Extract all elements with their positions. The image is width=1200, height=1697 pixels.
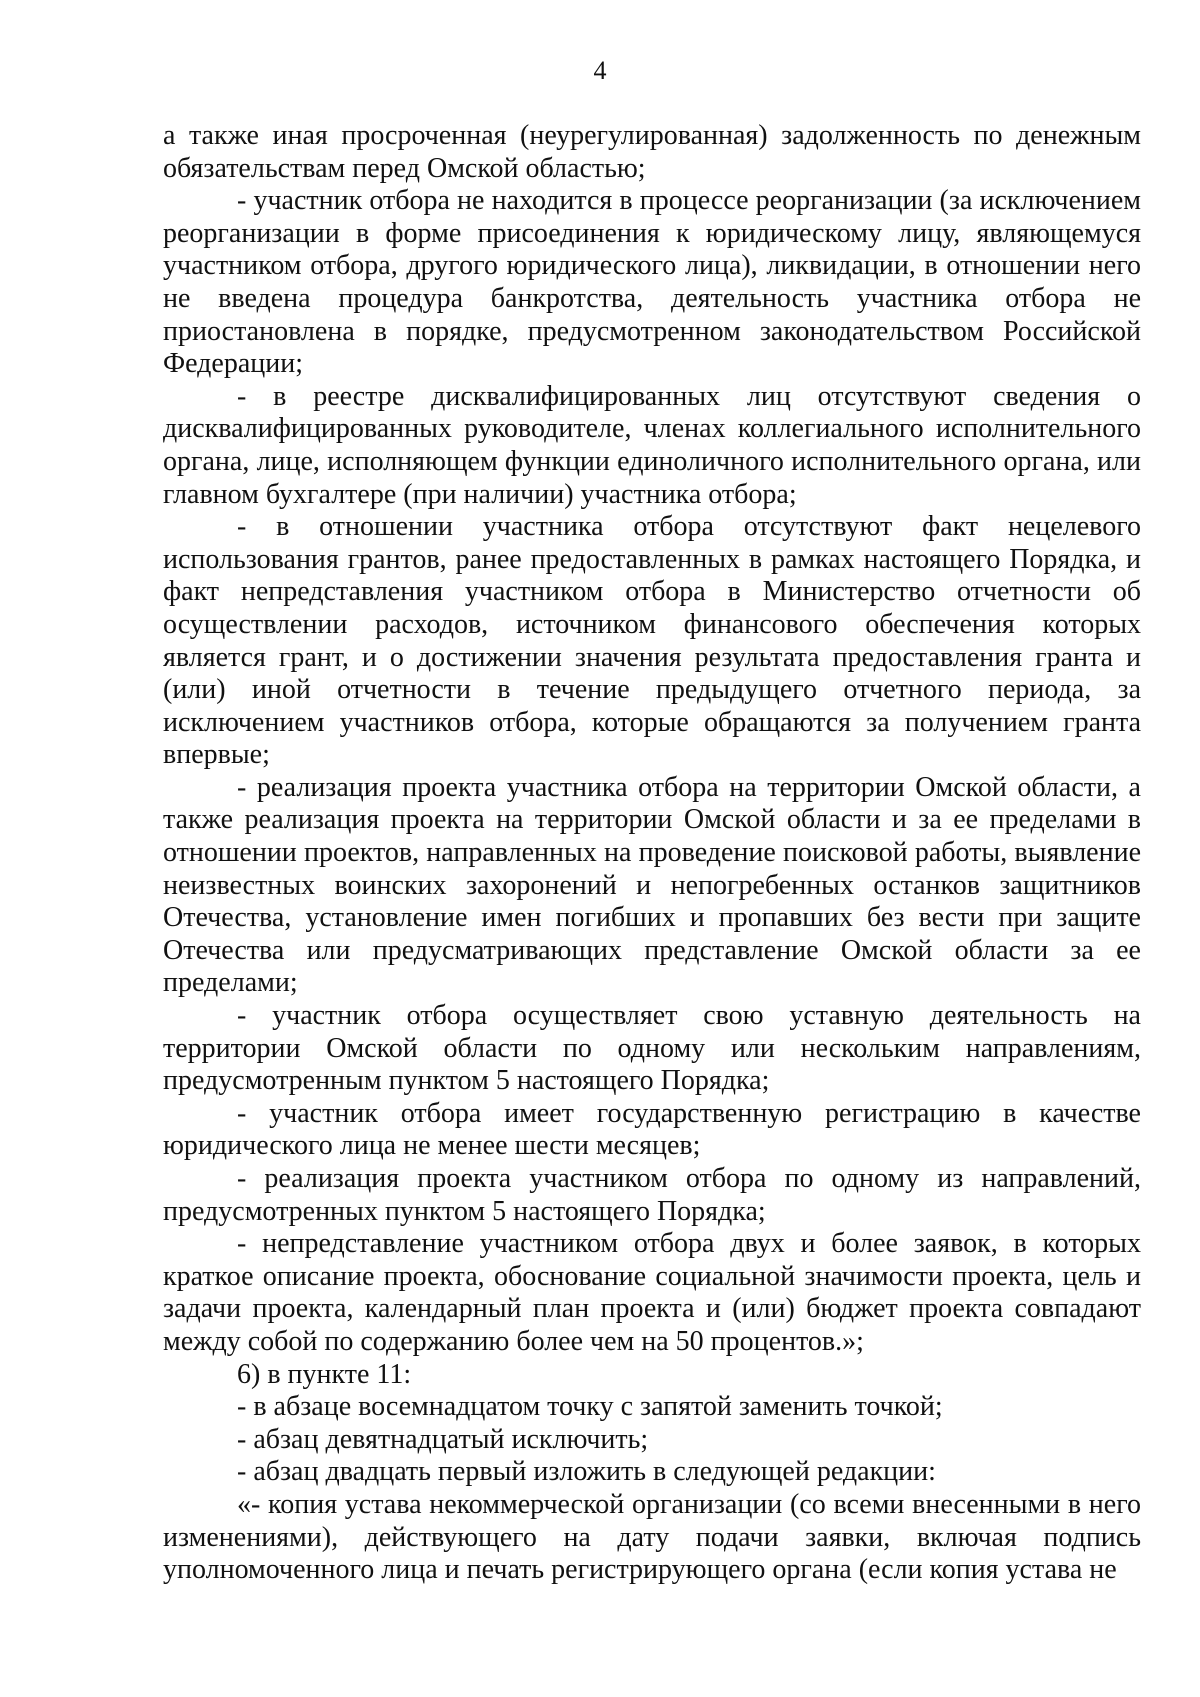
paragraph-project-territory: - реализация проекта участника отбора на территории Омской области, а также реализация проекта на территории Омской области и за ее пределами в отношении проектов, направленных на проведение поисковой работы, выявление неизвестных воинских захоронений и непогребенных останков защитников Отечества, установление имен погибших и пропавших без вести при защите Отечества или предусматривающих представление Омской области за ее пределами; (163, 771, 1141, 999)
document-body (163, 120, 1141, 1587)
paragraph-item-11: 6) в пункте 11: (237, 1358, 412, 1390)
paragraph-no-misuse: - в отношении участника отбора отсутствуют факт нецелевого использования грантов, ранее предоставленных в рамках настоящего Порядка, и факт непредставления участником отбора в Министерство отчетности об осуществлении расходов, источником финансового обеспечения которых является грант, и о достижении значения результата предоставления гранта и (или) иной отчетности в течение предыдущего отчетного периода, за исключением участников отбора, которые обращаются за получением гранта впервые; (163, 511, 1141, 771)
paragraph-registration-period: - участник отбора имеет государственную регистрацию в качестве юридического лица не менее шести месяцев; (163, 1097, 1141, 1162)
paragraph-project-direction: - реализация проекта участником отбора по одному из направлений, предусмотренных пунктом 5 настоящего Порядка; (163, 1163, 1141, 1227)
paragraph-restate-21: - абзац двадцать первый изложить в следующей редакции: (237, 1456, 936, 1488)
paragraph-amend-18: - в абзаце восемнадцатом точку с запятой заменить точкой; (237, 1391, 943, 1423)
paragraph-statutory-activity: - участник отбора осуществляет свою уставную деятельность на территории Омской области по одному или нескольким направлениям, предусмотренным пунктом 5 настоящего Порядка; (163, 1000, 1141, 1097)
paragraph-continuation: а также иная просроченная (неурегулированная) задолженность по денежным обязательствам перед Омской областью; (163, 120, 1141, 184)
page-number: 4 (593, 56, 607, 85)
paragraph-duplicate-applications: - непредставление участником отбора двух и более заявок, в которых краткое описание проекта, обоснование социальной значимости проекта, цель и задачи проекта, календарный план проекта и (или) бюджет проекта совпадают между собой по содержанию более чем на 50 процентов.»; (163, 1228, 1141, 1357)
paragraph-disqualified-registry: - в реестре дисквалифицированных лиц отсутствуют сведения о дисквалифицированных руководителе, членах коллегиального исполнительного органа, лице, исполняющем функции единоличного исполнительного органа, или главном бухгалтере (при наличии) участника отбора; (163, 380, 1141, 510)
paragraph-charter-copy: «- копия устава некоммерческой организации (со всеми внесенными в него изменениями), действующего на дату подачи заявки, включая подпись уполномоченного лица и печать регистрирующего органа (если копия устава не (163, 1488, 1141, 1586)
paragraph-no-reorganization: - участник отбора не находится в процессе реорганизации (за исключением реорганизации в форме присоединения к юридическому лицу, являющемуся участником отбора, другого юридического лица), ликвидации, в отношении него не введена процедура банкротства, деятельность участника отбора не приостановлена в порядке, предусмотренном законодательством Российской Федерации; (163, 185, 1141, 380)
paragraph-delete-19: - абзац девятнадцатый исключить; (237, 1423, 649, 1455)
